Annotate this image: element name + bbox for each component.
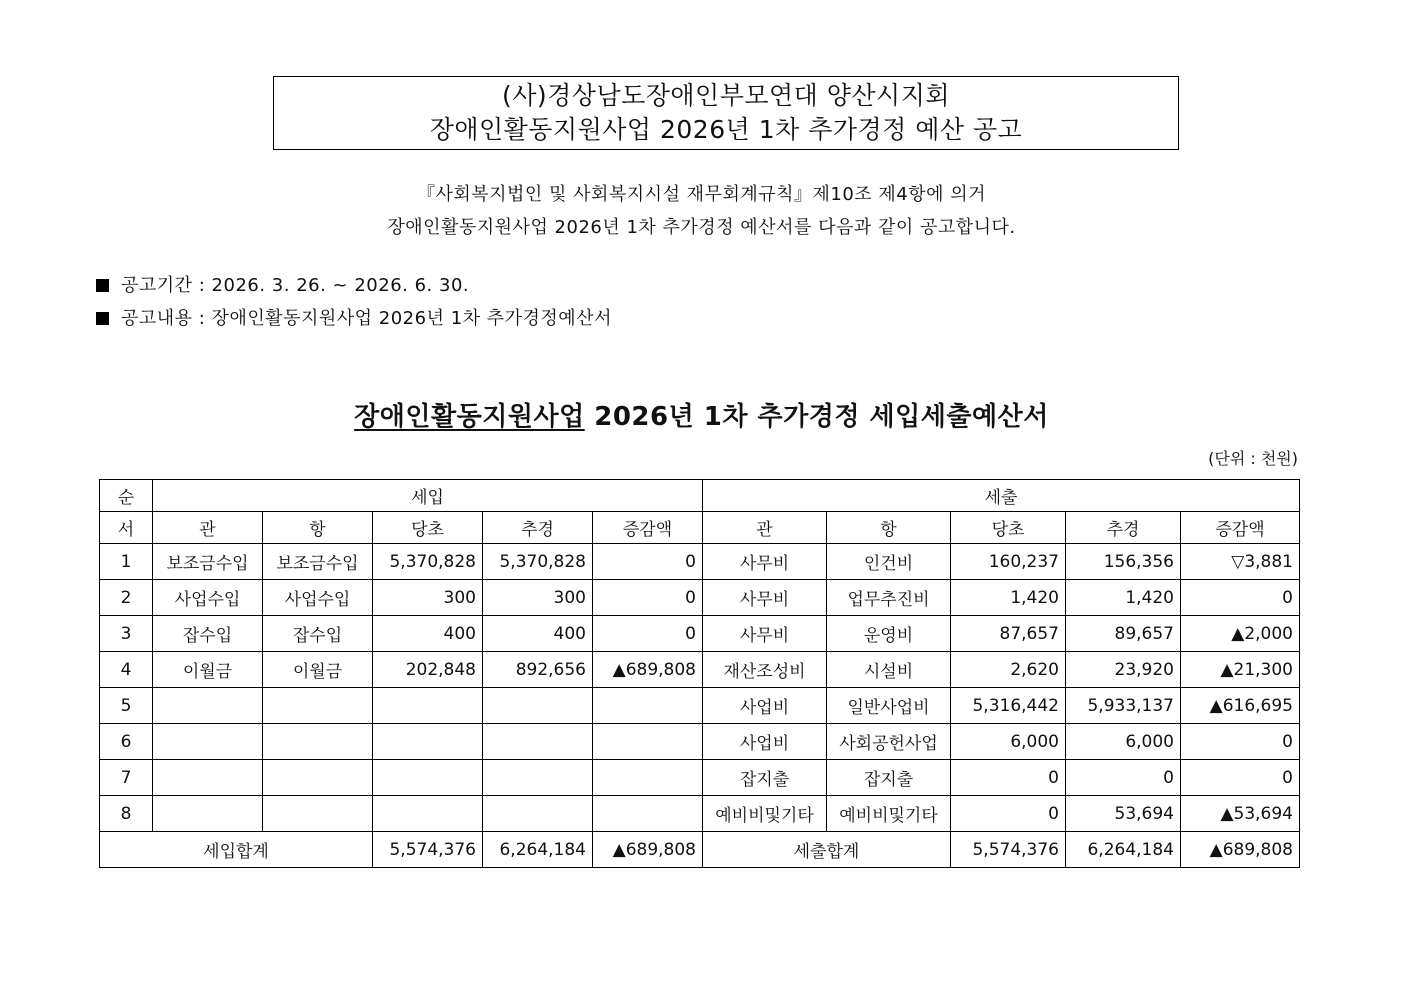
budget-title bbox=[0, 396, 1403, 433]
exp-original-cell: 0 bbox=[951, 796, 1066, 832]
seq-cell: 2 bbox=[100, 580, 153, 616]
header-row-1 bbox=[100, 480, 1300, 512]
notice-period bbox=[96, 271, 469, 297]
seq-header-bottom: 서 bbox=[100, 512, 153, 544]
totals-row bbox=[100, 832, 1300, 868]
exp-change-cell: 0 bbox=[1181, 760, 1300, 796]
seq-cell: 6 bbox=[100, 724, 153, 760]
exp-original-cell: 87,657 bbox=[951, 616, 1066, 652]
exp-gwan-cell: 사무비 bbox=[703, 616, 827, 652]
exp-revised-cell: 0 bbox=[1066, 760, 1181, 796]
exp-hang-cell: 사회공헌사업 bbox=[827, 724, 951, 760]
exp-gwan-cell: 사무비 bbox=[703, 544, 827, 580]
square-bullet-icon bbox=[96, 279, 109, 292]
exp-hang-header: 항 bbox=[827, 512, 951, 544]
exp-revised-cell: 156,356 bbox=[1066, 544, 1181, 580]
exp-hang-cell: 업무추진비 bbox=[827, 580, 951, 616]
exp-change-cell: ▲2,000 bbox=[1181, 616, 1300, 652]
rev-revised-cell bbox=[483, 796, 593, 832]
rev-revised-cell: 300 bbox=[483, 580, 593, 616]
rev-hang-cell: 보조금수입 bbox=[263, 544, 373, 580]
rev-gwan-cell: 사업수입 bbox=[153, 580, 263, 616]
rev-original-cell bbox=[373, 760, 483, 796]
exp-original-cell: 5,316,442 bbox=[951, 688, 1066, 724]
rev-gwan-header: 관 bbox=[153, 512, 263, 544]
seq-cell: 3 bbox=[100, 616, 153, 652]
seq-cell: 5 bbox=[100, 688, 153, 724]
exp-hang-cell: 예비비및기타 bbox=[827, 796, 951, 832]
revenue-total-change: ▲689,808 bbox=[593, 832, 703, 868]
rev-hang-cell: 잡수입 bbox=[263, 616, 373, 652]
exp-hang-cell: 운영비 bbox=[827, 616, 951, 652]
exp-change-cell: ▽3,881 bbox=[1181, 544, 1300, 580]
rev-revised-cell: 892,656 bbox=[483, 652, 593, 688]
rev-original-header: 당초 bbox=[373, 512, 483, 544]
rev-hang-cell bbox=[263, 760, 373, 796]
exp-original-cell: 1,420 bbox=[951, 580, 1066, 616]
rev-hang-cell: 사업수입 bbox=[263, 580, 373, 616]
rev-revised-cell: 5,370,828 bbox=[483, 544, 593, 580]
header-row-2 bbox=[100, 512, 1300, 544]
exp-gwan-cell: 사업비 bbox=[703, 688, 827, 724]
notice-period-text: 공고기간 : 2026. 3. 26. ~ 2026. 6. 30. bbox=[121, 275, 470, 296]
seq-cell: 1 bbox=[100, 544, 153, 580]
table-row bbox=[100, 652, 1300, 688]
rev-original-cell: 400 bbox=[373, 616, 483, 652]
revenue-total-original: 5,574,376 bbox=[373, 832, 483, 868]
revenue-header: 세입 bbox=[153, 480, 703, 512]
notice-content-text: 공고내용 : 장애인활동지원사업 2026년 1차 추가경정예산서 bbox=[121, 308, 612, 329]
exp-revised-cell: 5,933,137 bbox=[1066, 688, 1181, 724]
exp-change-cell: 0 bbox=[1181, 580, 1300, 616]
budget-title-rest: 2026년 1차 추가경정 세입세출예산서 bbox=[584, 402, 1049, 432]
expense-total-label: 세출합계 bbox=[703, 832, 951, 868]
table-row bbox=[100, 688, 1300, 724]
rev-change-cell: 0 bbox=[593, 616, 703, 652]
rev-gwan-cell bbox=[153, 796, 263, 832]
exp-revised-cell: 6,000 bbox=[1066, 724, 1181, 760]
rev-hang-header: 항 bbox=[263, 512, 373, 544]
table-row bbox=[100, 580, 1300, 616]
exp-gwan-cell: 사업비 bbox=[703, 724, 827, 760]
announcement-title-box bbox=[273, 76, 1179, 150]
seq-cell: 7 bbox=[100, 760, 153, 796]
expense-total-revised: 6,264,184 bbox=[1066, 832, 1181, 868]
exp-original-cell: 2,620 bbox=[951, 652, 1066, 688]
exp-change-cell: ▲21,300 bbox=[1181, 652, 1300, 688]
exp-hang-cell: 인건비 bbox=[827, 544, 951, 580]
rev-gwan-cell: 보조금수입 bbox=[153, 544, 263, 580]
exp-change-cell: ▲616,695 bbox=[1181, 688, 1300, 724]
rev-original-cell: 202,848 bbox=[373, 652, 483, 688]
exp-hang-cell: 잡지출 bbox=[827, 760, 951, 796]
intro-line-2: 장애인활동지원사업 2026년 1차 추가경정 예산서를 다음과 같이 공고합니다. bbox=[387, 217, 1016, 238]
rev-change-cell bbox=[593, 688, 703, 724]
org-name: (사)경상남도장애인부모연대 양산시지회 bbox=[501, 81, 950, 110]
exp-revised-cell: 53,694 bbox=[1066, 796, 1181, 832]
rev-hang-cell bbox=[263, 796, 373, 832]
rev-gwan-cell bbox=[153, 688, 263, 724]
seq-header-top: 순 bbox=[100, 480, 153, 512]
exp-revised-cell: 23,920 bbox=[1066, 652, 1181, 688]
exp-revised-header: 추경 bbox=[1066, 512, 1181, 544]
rev-original-cell: 5,370,828 bbox=[373, 544, 483, 580]
revenue-total-revised: 6,264,184 bbox=[483, 832, 593, 868]
rev-original-cell bbox=[373, 796, 483, 832]
exp-gwan-cell: 잡지출 bbox=[703, 760, 827, 796]
table-row bbox=[100, 724, 1300, 760]
exp-original-header: 당초 bbox=[951, 512, 1066, 544]
table-row bbox=[100, 544, 1300, 580]
intro-line-1: 『사회복지법인 및 사회복지시설 재무회계규칙』제10조 제4항에 의거 bbox=[416, 184, 987, 205]
exp-gwan-cell: 예비비및기타 bbox=[703, 796, 827, 832]
table-row bbox=[100, 796, 1300, 832]
table-row bbox=[100, 616, 1300, 652]
rev-change-cell bbox=[593, 760, 703, 796]
rev-original-cell bbox=[373, 688, 483, 724]
expense-header: 세출 bbox=[703, 480, 1300, 512]
exp-original-cell: 0 bbox=[951, 760, 1066, 796]
exp-gwan-cell: 사무비 bbox=[703, 580, 827, 616]
announcement-title: 장애인활동지원사업 2026년 1차 추가경정 예산 공고 bbox=[429, 115, 1023, 144]
exp-revised-cell: 89,657 bbox=[1066, 616, 1181, 652]
exp-change-cell: ▲53,694 bbox=[1181, 796, 1300, 832]
rev-change-cell bbox=[593, 796, 703, 832]
expense-total-change: ▲689,808 bbox=[1181, 832, 1300, 868]
rev-revised-cell bbox=[483, 688, 593, 724]
rev-revised-cell bbox=[483, 760, 593, 796]
rev-revised-header: 추경 bbox=[483, 512, 593, 544]
exp-hang-cell: 시설비 bbox=[827, 652, 951, 688]
exp-original-cell: 6,000 bbox=[951, 724, 1066, 760]
rev-change-cell: ▲689,808 bbox=[593, 652, 703, 688]
rev-original-cell bbox=[373, 724, 483, 760]
rev-revised-cell bbox=[483, 724, 593, 760]
rev-gwan-cell: 이월금 bbox=[153, 652, 263, 688]
rev-gwan-cell bbox=[153, 724, 263, 760]
unit-label: (단위 : 천원) bbox=[1208, 449, 1298, 468]
rev-gwan-cell bbox=[153, 760, 263, 796]
budget-title-underlined: 장애인활동지원사업 bbox=[354, 402, 585, 432]
rev-revised-cell: 400 bbox=[483, 616, 593, 652]
revenue-total-label: 세입합계 bbox=[100, 832, 373, 868]
seq-cell: 8 bbox=[100, 796, 153, 832]
expense-total-original: 5,574,376 bbox=[951, 832, 1066, 868]
exp-change-cell: 0 bbox=[1181, 724, 1300, 760]
rev-hang-cell bbox=[263, 688, 373, 724]
exp-gwan-cell: 재산조성비 bbox=[703, 652, 827, 688]
rev-change-header: 증감액 bbox=[593, 512, 703, 544]
seq-cell: 4 bbox=[100, 652, 153, 688]
rev-gwan-cell: 잡수입 bbox=[153, 616, 263, 652]
rev-hang-cell: 이월금 bbox=[263, 652, 373, 688]
exp-change-header: 증감액 bbox=[1181, 512, 1300, 544]
exp-revised-cell: 1,420 bbox=[1066, 580, 1181, 616]
exp-gwan-header: 관 bbox=[703, 512, 827, 544]
rev-change-cell bbox=[593, 724, 703, 760]
notice-content bbox=[96, 304, 612, 330]
rev-original-cell: 300 bbox=[373, 580, 483, 616]
exp-hang-cell: 일반사업비 bbox=[827, 688, 951, 724]
rev-hang-cell bbox=[263, 724, 373, 760]
table-row bbox=[100, 760, 1300, 796]
square-bullet-icon bbox=[96, 312, 109, 325]
rev-change-cell: 0 bbox=[593, 544, 703, 580]
rev-change-cell: 0 bbox=[593, 580, 703, 616]
budget-table bbox=[99, 479, 1300, 868]
exp-original-cell: 160,237 bbox=[951, 544, 1066, 580]
